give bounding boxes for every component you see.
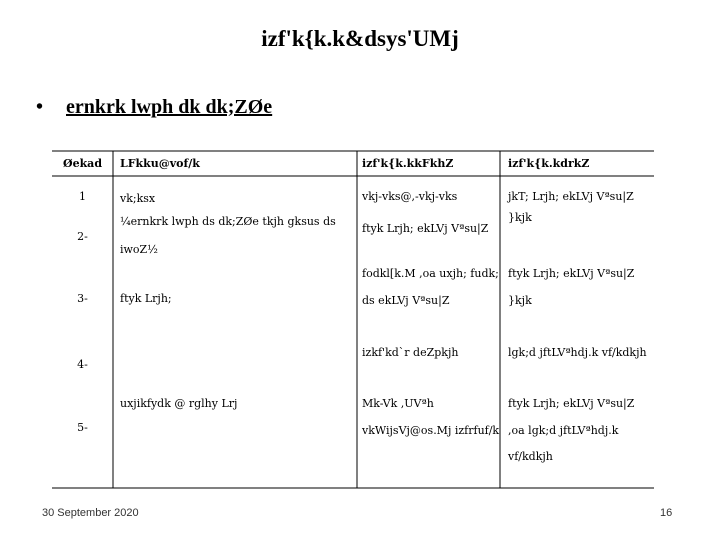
row-2-place: ¼ernkrk lwph ds dk;ZØe tkjh gksus ds: [120, 215, 336, 228]
row-3-trainer-cont: }kjk: [508, 294, 532, 307]
row-1-place: vk;ksx: [120, 192, 156, 205]
row-2-number: 2-: [77, 230, 88, 243]
row-5-trainer-cont2: vf/kdkjh: [508, 450, 553, 463]
header-trainee: izf'k{k.kkFkhZ: [362, 157, 454, 170]
row-5-trainee: Mk-Vk ,UVªh: [362, 397, 434, 410]
row-5-number: 5-: [77, 421, 88, 434]
header-trainer: izf'k{k.kdrkZ: [508, 157, 590, 170]
row-2-place-cont: iwoZ½: [120, 243, 158, 256]
row-3-trainee: fodkl[k.M ,oa uxjh; fudk;: [362, 267, 499, 280]
row-1-number: 1: [79, 190, 86, 203]
row-5-trainer-cont: ,oa lgk;d jftLVªhdj.k: [508, 424, 619, 437]
row-2-trainer: }kjk: [508, 211, 532, 224]
bullet-text: ernkrk lwph dk dk;ZØe: [66, 96, 273, 118]
page-number: 16: [660, 507, 673, 519]
row-3-trainee-cont: ds ekLVj Vªsu|Z: [362, 294, 450, 307]
row-4-number: 4-: [77, 358, 88, 371]
row-5-trainer: ftyk Lrjh; ekLVj Vªsu|Z: [508, 397, 635, 410]
row-4-trainee: izkf'kd`r deZpkjh: [362, 346, 459, 359]
row-5-place: uxjikfydk @ rglhy Lrj: [120, 397, 238, 410]
row-1-trainer: jkT; Lrjh; ekLVj Vªsu|Z: [508, 190, 634, 203]
slide-title: izf'k{k.k&dsys'UMj: [261, 26, 459, 51]
row-2-trainee: ftyk Lrjh; ekLVj Vªsu|Z: [362, 222, 489, 235]
bullet-point: [36, 96, 272, 119]
row-4-trainer: lgk;d jftLVªhdj.k vf/kdkjh: [508, 346, 647, 359]
row-5-trainee-cont: vkWijsVj@os.Mj izfrfuf/k: [362, 424, 500, 437]
row-3-number: 3-: [77, 292, 88, 305]
header-place: LFkku@vof/k: [120, 157, 200, 170]
bullet-marker: •: [36, 96, 44, 118]
row-3-trainer: ftyk Lrjh; ekLVj Vªsu|Z: [508, 267, 635, 280]
row-1-trainee: vkj-vks@,-vkj-vks: [362, 190, 458, 203]
header-number: Øekad: [62, 157, 103, 170]
row-3-place: ftyk Lrjh;: [120, 292, 172, 305]
footer-date: 30 September 2020: [42, 507, 139, 519]
